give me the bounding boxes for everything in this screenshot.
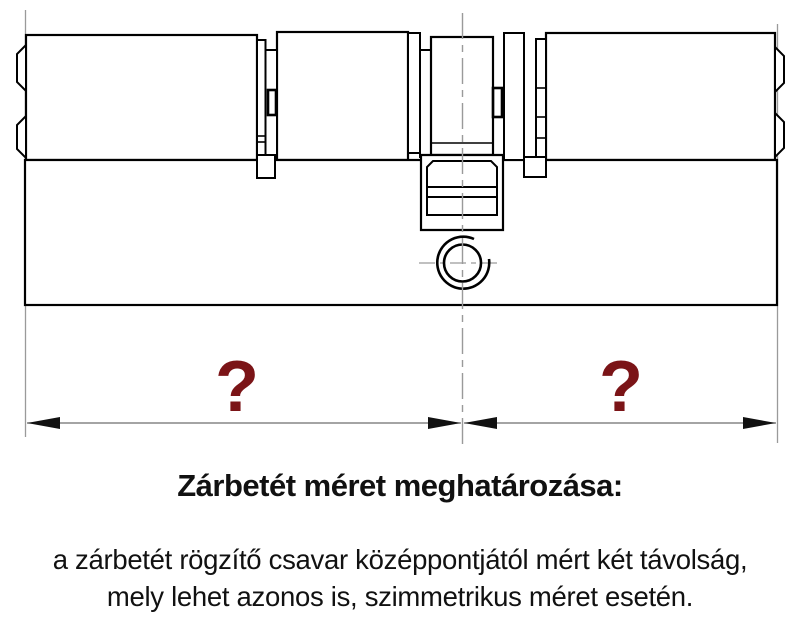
upper-body-right — [546, 33, 775, 160]
spacer-washer — [504, 33, 524, 160]
spacer-washer — [420, 50, 431, 157]
mounting-tab-icon — [775, 47, 784, 92]
lower-body — [25, 160, 777, 305]
arrowhead-right-icon — [428, 417, 461, 429]
spacer-washer — [257, 40, 266, 155]
mounting-tab-icon — [17, 116, 26, 158]
washer-foot — [524, 157, 546, 177]
spacer-washer — [536, 39, 546, 160]
dimension-question-left: ? — [215, 347, 259, 427]
washer-foot — [257, 155, 275, 178]
arrowhead-right-icon — [743, 417, 776, 429]
caption-body — [0, 541, 800, 615]
dimension-question-right: ? — [599, 347, 643, 427]
arrowhead-left-icon — [464, 417, 497, 429]
arrowhead-left-icon — [27, 417, 60, 429]
caption — [0, 467, 800, 615]
upper-body-mid — [277, 32, 408, 160]
retainer-clip — [493, 88, 502, 117]
spacer-washer — [408, 33, 420, 153]
caption-line2: mely lehet azonos is, szimmetrikus méret esetén. — [106, 581, 694, 612]
caption-title: Zárbetét méret meghatározása: — [177, 468, 623, 503]
caption-line1: a zárbetét rögzítő csavar középpontjától mért két távolság, — [52, 544, 748, 575]
mounting-tab-icon — [17, 45, 26, 91]
mounting-tab-icon — [775, 113, 784, 157]
upper-body-left — [26, 35, 257, 160]
